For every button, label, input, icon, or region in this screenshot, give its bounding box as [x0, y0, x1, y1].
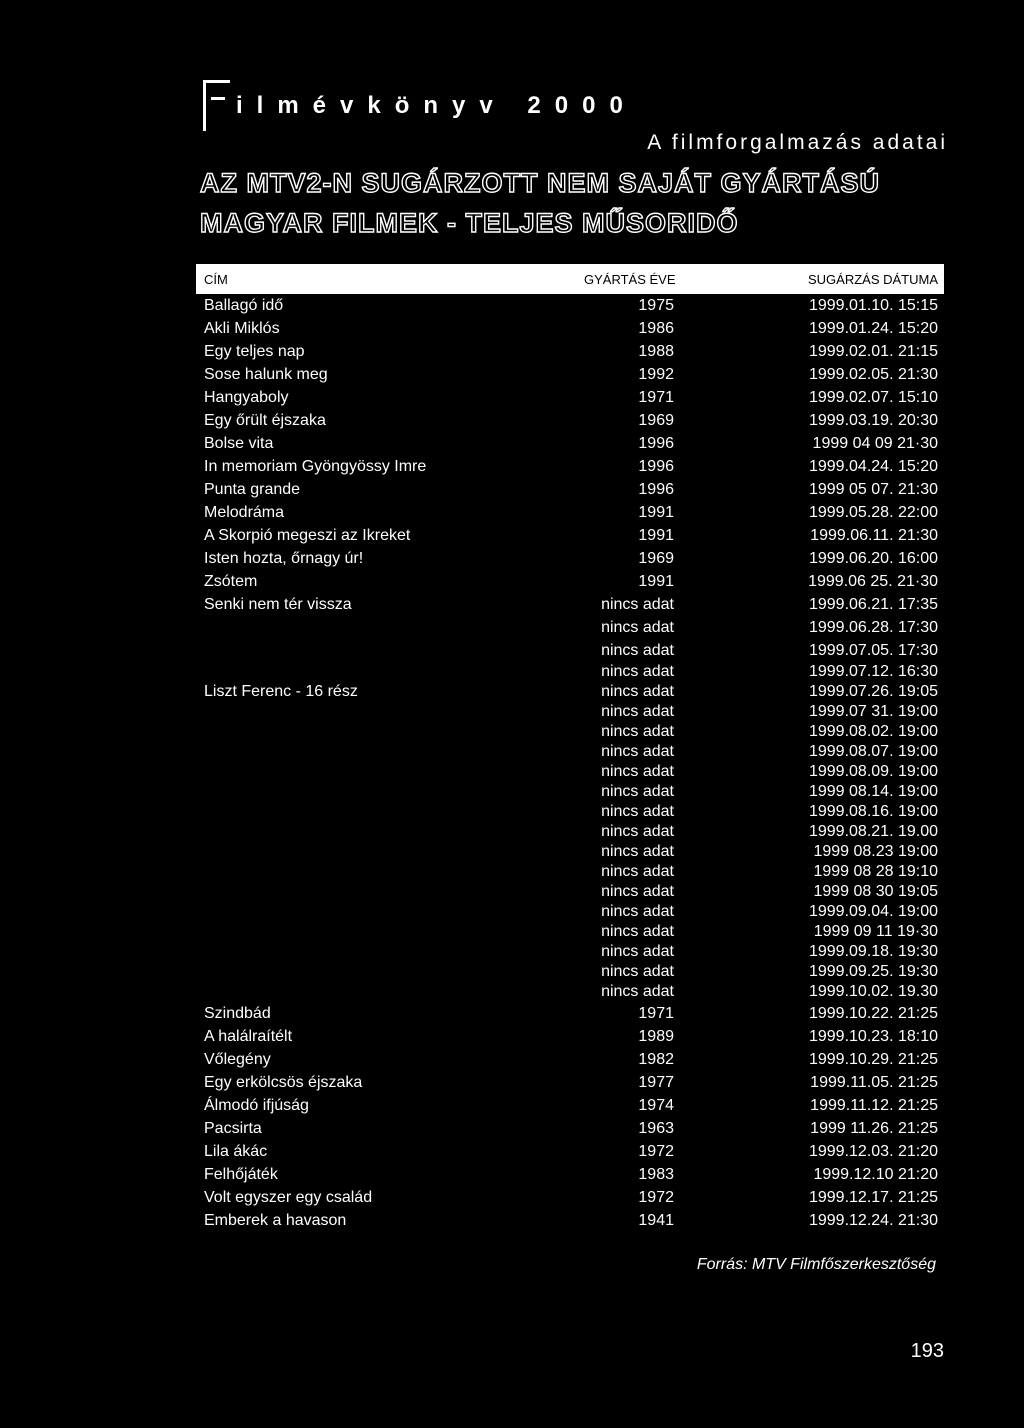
- table-row: [196, 962, 944, 982]
- row-year: 1992: [638, 366, 674, 383]
- row-title: [196, 882, 584, 902]
- row-year: 1989: [638, 1028, 674, 1045]
- row-year: 1986: [638, 320, 674, 337]
- row-date: 1999.06.21. 17:35: [808, 596, 938, 613]
- row-year: 1971: [638, 1005, 674, 1022]
- row-year: 1969: [638, 550, 674, 567]
- row-title: Sose halunk meg: [204, 366, 328, 383]
- table-row: [196, 662, 944, 682]
- row-year: nincs adat: [601, 823, 674, 840]
- table-row: [196, 340, 944, 363]
- table-row: [196, 922, 944, 942]
- column-header-year: GYÁRTÁS ÉVE: [584, 271, 676, 287]
- row-date: 1999 08 30 19:05: [813, 883, 938, 900]
- row-date: 1999.09.25. 19:30: [808, 963, 938, 980]
- row-year: nincs adat: [601, 619, 674, 636]
- row-title: [196, 982, 584, 1002]
- row-year: nincs adat: [601, 843, 674, 860]
- row-year: 1991: [638, 573, 674, 590]
- row-date: 1999.03.19. 20:30: [808, 412, 938, 429]
- row-title: Lila ákác: [204, 1143, 268, 1160]
- row-title: Volt egyszer egy család: [204, 1189, 373, 1206]
- row-title: Pacsirta: [204, 1120, 262, 1137]
- row-title: A Skorpió megeszi az Ikreket: [204, 527, 411, 544]
- table-row: [196, 1025, 944, 1048]
- row-year: nincs adat: [601, 683, 674, 700]
- row-title: [196, 722, 584, 742]
- row-date: 1999.12.10 21:20: [813, 1166, 938, 1183]
- row-date: 1999.08.09. 19:00: [808, 763, 938, 780]
- row-title: Egy őrült éjszaka: [204, 412, 326, 429]
- table-row: [196, 682, 944, 702]
- row-year: nincs adat: [601, 642, 674, 659]
- row-title: [196, 962, 584, 982]
- row-title: Egy erkölcsös éjszaka: [204, 1074, 363, 1091]
- broadcast-table: [196, 264, 944, 1232]
- row-year: nincs adat: [601, 983, 674, 1000]
- row-date: 1999.12.24. 21:30: [808, 1212, 938, 1229]
- row-date: 1999.11.12. 21:25: [810, 1097, 938, 1114]
- row-date: 1999 08 28 19:10: [813, 863, 938, 880]
- table-row: [196, 902, 944, 922]
- table-row: [196, 1186, 944, 1209]
- row-date: 1999.10.02. 19.30: [808, 983, 938, 1000]
- row-title: Liszt Ferenc - 16 rész: [204, 683, 358, 700]
- row-date: 1999.12.03. 21:20: [808, 1143, 938, 1160]
- row-date: 1999.08.16. 19:00: [808, 803, 938, 820]
- row-title: Punta grande: [204, 481, 301, 498]
- row-date: 1999.02.01. 21:15: [808, 343, 938, 360]
- row-date: 1999.09.04. 19:00: [808, 903, 938, 920]
- row-year: nincs adat: [601, 883, 674, 900]
- row-date: 1999.07.05. 17:30: [808, 642, 938, 659]
- film-yearbook-logo: [203, 80, 230, 131]
- table-row: [196, 409, 944, 432]
- row-title: Bolse vita: [204, 435, 274, 452]
- row-date: 1999.02.07. 15:10: [808, 389, 938, 406]
- source-note: Forrás: MTV Filmfőszerkesztőség: [696, 1256, 936, 1273]
- table-row: [196, 842, 944, 862]
- row-title: Isten hozta, őrnagy úr!: [204, 550, 364, 567]
- row-date: 1999.06 25. 21·30: [808, 573, 938, 590]
- row-date: 1999.08.21. 19.00: [808, 823, 938, 840]
- row-year: 1971: [638, 389, 674, 406]
- row-date: 1999.06.28. 17:30: [808, 619, 938, 636]
- row-title: Melodráma: [204, 504, 285, 521]
- page-heading-line-1: AZ MTV2-N SUGÁRZOTT NEM SAJÁT GYÁRTÁSÚ: [200, 168, 881, 198]
- row-title: [196, 822, 584, 842]
- row-year: 1963: [638, 1120, 674, 1137]
- row-title: In memoriam Gyöngyössy Imre: [204, 458, 427, 475]
- row-year: nincs adat: [601, 663, 674, 680]
- table-row: [196, 1002, 944, 1025]
- row-date: 1999.02.05. 21:30: [808, 366, 938, 383]
- row-date: 1999.11.05. 21:25: [810, 1074, 938, 1091]
- row-title: [196, 782, 584, 802]
- table-row: [196, 862, 944, 882]
- row-year: 1996: [638, 435, 674, 452]
- row-year: 1977: [638, 1074, 674, 1091]
- row-date: 1999 08.23 19:00: [813, 843, 938, 860]
- table-row: [196, 363, 944, 386]
- row-date: 1999 09 11 19·30: [813, 923, 938, 940]
- table-row: [196, 942, 944, 962]
- row-year: 1996: [638, 458, 674, 475]
- row-title: Senki nem tér vissza: [204, 596, 352, 613]
- row-title: [196, 842, 584, 862]
- row-date: 1999.08.02. 19:00: [808, 723, 938, 740]
- row-date: 1999.08.07. 19:00: [808, 743, 938, 760]
- row-year: 1941: [638, 1212, 674, 1229]
- row-title: [196, 862, 584, 882]
- row-title: Zsótem: [204, 573, 258, 590]
- table-row: [196, 822, 944, 842]
- row-date: 1999 11.26. 21:25: [810, 1120, 938, 1137]
- table-row: [196, 882, 944, 902]
- row-date: 1999.01.24. 15:20: [808, 320, 938, 337]
- row-title: Felhőjáték: [204, 1166, 278, 1183]
- row-title: Akli Miklós: [204, 320, 280, 337]
- row-year: 1975: [638, 297, 674, 314]
- row-year: nincs adat: [601, 783, 674, 800]
- row-title: Szindbád: [204, 1005, 271, 1022]
- row-date: 1999.10.22. 21:25: [808, 1005, 938, 1022]
- row-title: A halálraítélt: [204, 1028, 293, 1045]
- table-row: [196, 1094, 944, 1117]
- row-title: Emberek a havason: [204, 1212, 347, 1229]
- row-year: 1974: [638, 1097, 674, 1114]
- row-year: 1988: [638, 343, 674, 360]
- table-row: [196, 593, 944, 616]
- row-date: 1999.06.20. 16:00: [808, 550, 938, 567]
- row-year: nincs adat: [601, 763, 674, 780]
- row-year: nincs adat: [601, 703, 674, 720]
- row-date: 1999.09.18. 19:30: [808, 943, 938, 960]
- table-row: [196, 455, 944, 478]
- row-date: 1999.07 31. 19:00: [808, 703, 938, 720]
- table-row: [196, 432, 944, 455]
- row-date: 1999 05 07. 21:30: [808, 481, 938, 498]
- column-header-date: SUGÁRZÁS DÁTUMA: [807, 271, 938, 287]
- table-row: [196, 639, 944, 662]
- table-row: [196, 782, 944, 802]
- row-title: Egy teljes nap: [204, 343, 305, 360]
- row-year: nincs adat: [601, 803, 674, 820]
- row-date: 1999.07.26. 19:05: [808, 683, 938, 700]
- row-date: 1999.04.24. 15:20: [808, 458, 938, 475]
- table-row: [196, 570, 944, 593]
- table-row: [196, 478, 944, 501]
- page-number: 193: [910, 1340, 944, 1362]
- table-row: [196, 982, 944, 1002]
- table-header: [196, 264, 944, 294]
- table-row: [196, 1163, 944, 1186]
- section-subtitle: A filmforgalmazás adatai: [647, 131, 948, 154]
- row-year: nincs adat: [601, 863, 674, 880]
- row-year: 1972: [638, 1143, 674, 1160]
- row-title: [196, 902, 584, 922]
- table-row: [196, 501, 944, 524]
- row-title: [196, 762, 584, 782]
- row-title: Ballagó idő: [204, 297, 284, 314]
- row-title: [196, 802, 584, 822]
- table-body: [196, 294, 944, 1232]
- row-date: 1999.12.17. 21:25: [808, 1189, 938, 1206]
- row-title: Hangyaboly: [204, 389, 289, 406]
- table-row: [196, 1140, 944, 1163]
- row-year: 1996: [638, 481, 674, 498]
- row-title: [196, 639, 584, 662]
- row-year: nincs adat: [601, 596, 674, 613]
- brand-title: ilmévkönyv 2000: [236, 92, 637, 119]
- table-row: [196, 1117, 944, 1140]
- row-year: nincs adat: [601, 903, 674, 920]
- page-heading-line-2: MAGYAR FILMEK - TELJES MŰSORIDŐ: [200, 208, 739, 238]
- row-year: nincs adat: [601, 723, 674, 740]
- row-title: [196, 616, 584, 639]
- table-row: [196, 616, 944, 639]
- table-row: [196, 547, 944, 570]
- row-date: 1999 04 09 21·30: [812, 435, 938, 452]
- row-title: [196, 922, 584, 942]
- row-title: [196, 742, 584, 762]
- table-row: [196, 1048, 944, 1071]
- row-year: 1969: [638, 412, 674, 429]
- table-row: [196, 317, 944, 340]
- table-row: [196, 524, 944, 547]
- table-row: [196, 1209, 944, 1232]
- table-row: [196, 294, 944, 317]
- row-date: 1999.07.12. 16:30: [808, 663, 938, 680]
- row-year: nincs adat: [601, 943, 674, 960]
- row-title: [196, 942, 584, 962]
- row-date: 1999 08.14. 19:00: [808, 783, 938, 800]
- row-title: [196, 662, 584, 682]
- row-year: 1972: [638, 1189, 674, 1206]
- table-row: [196, 702, 944, 722]
- table-row: [196, 762, 944, 782]
- row-title: [196, 702, 584, 722]
- row-title: Vőlegény: [204, 1051, 271, 1068]
- row-date: 1999.01.10. 15:15: [808, 297, 938, 314]
- table-row: [196, 742, 944, 762]
- row-date: 1999.10.29. 21:25: [808, 1051, 938, 1068]
- row-year: nincs adat: [601, 923, 674, 940]
- row-year: 1983: [638, 1166, 674, 1183]
- row-year: 1991: [638, 504, 674, 521]
- row-title: Álmodó ifjúság: [204, 1097, 309, 1114]
- row-year: 1982: [638, 1051, 674, 1068]
- table-row: [196, 1071, 944, 1094]
- table-row: [196, 386, 944, 409]
- row-date: 1999.06.11. 21:30: [810, 527, 938, 544]
- row-year: nincs adat: [601, 743, 674, 760]
- row-date: 1999.10.23. 18:10: [808, 1028, 938, 1045]
- table-row: [196, 802, 944, 822]
- table-row: [196, 722, 944, 742]
- column-header-title: CÍM: [204, 271, 228, 287]
- row-year: nincs adat: [601, 963, 674, 980]
- row-year: 1991: [638, 527, 674, 544]
- row-date: 1999.05.28. 22:00: [808, 504, 938, 521]
